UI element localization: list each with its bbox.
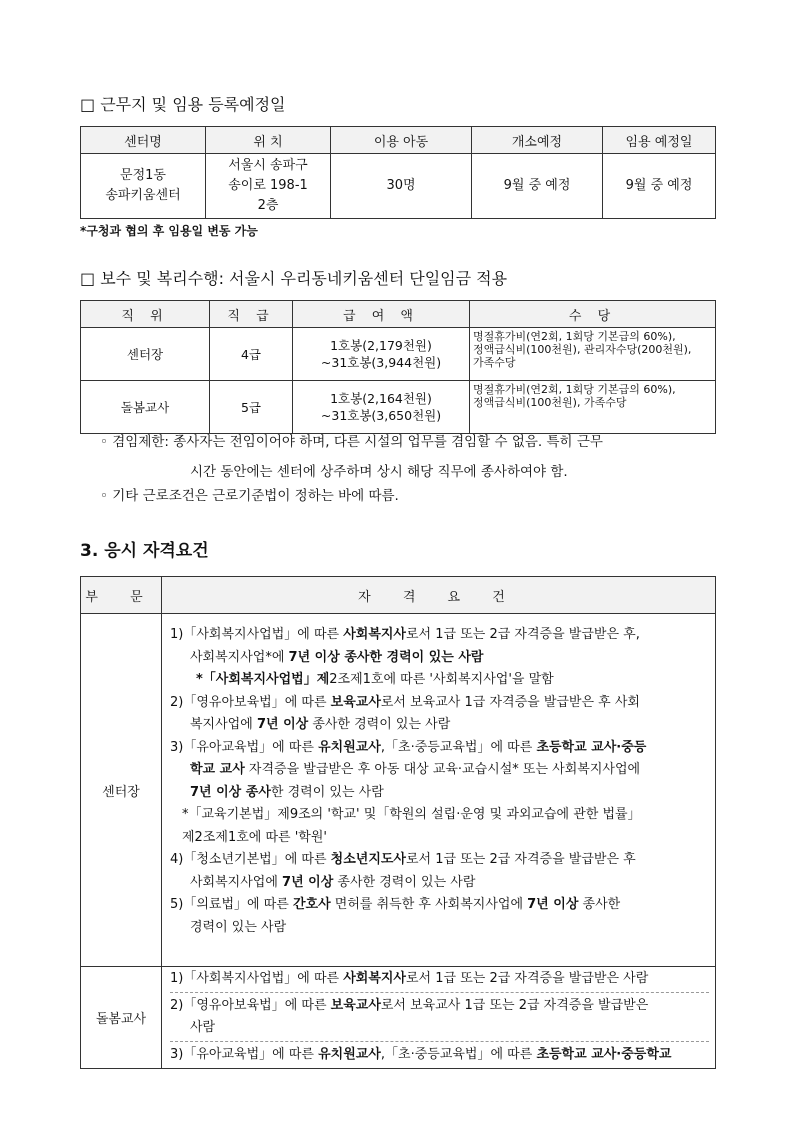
section1-title: □ 근무지 및 임용 등록예정일 [80,95,286,114]
bullet-concurrent-limit: ◦ 겸임제한: 종사자는 전임이어야 하며, 다른 시설의 업무를 겸임할 수 없음. 특히 근무 [100,434,603,450]
section3-title: 3. 응시 자격요건 [80,541,209,561]
pay-line: ~31호봉(3,650천원) [320,408,442,423]
workplace-table [80,126,716,219]
allowance-line: 정액급식비(100천원), 가족수당 [473,396,627,409]
col-header: 부 문 [81,577,162,614]
col-header: 직 급 [210,301,293,328]
req-note: *「교육기본법」제9조의 '학교' 및「학원의 설립·운영 및 과외교습에 관한 법률」 제2조제1호에 따른 '학원' [182,807,641,845]
col-header: 급 여 액 [293,301,470,328]
allowance-line: 정액급식비(100천원), 관리자수당(200천원), [473,343,692,356]
req-item: 2)「영유아보육법」에 따른 보육교사로서 보육교사 1급 자격증을 발급받은 후 사회 복지사업에 7년 이상 종사한 경력이 있는 사람 [170,694,640,732]
pay-line: 1호봉(2,179천원) [330,338,432,353]
allowance-cell [470,328,716,381]
col-header: 이용 아동 [331,127,472,154]
opening-cell: 9월 중 예정 [472,154,603,219]
pay-cell [293,328,470,381]
center-name-line: 문정1동 [120,168,166,183]
grade-cell: 5급 [210,381,293,434]
table-row [81,614,716,967]
director-requirements [162,614,716,967]
pay-line: 1호봉(2,164천원) [330,391,432,406]
location-cell [206,154,331,219]
req-item: 2)「영유아보육법」에 따른 보육교사로서 보육교사 1급 또는 2급 자격증을 발급받은 사람 [170,998,649,1035]
section2-title: □ 보수 및 복리수행: 서울시 우리동네키움센터 단일임금 적용 [80,269,508,288]
position-cell: 센터장 [81,328,210,381]
req-item: 4)「청소년기본법」에 따른 청소년지도사로서 1급 또는 2급 자격증을 발급받은 후 사회복지사업에 7년 이상 종사한 경력이 있는 사람 [170,852,636,890]
location-line: 송이로 198-1 [228,178,308,193]
col-header: 직 위 [81,301,210,328]
table-row [81,154,716,219]
teacher-label: 돌봄교사 [81,967,162,1069]
location-line: 2층 [257,198,279,213]
table-row [81,328,716,381]
children-cell: 30명 [331,154,472,219]
center-name-line: 송파키움센터 [105,188,181,203]
qualification-table [80,576,716,1069]
req-item: 1)「사회복지사업법」에 따른 사회복지사로서 1급 또는 2급 자격증을 발급받은 사람 [170,971,649,986]
salary-table [80,300,716,434]
col-header: 임용 예정일 [603,127,716,154]
teacher-requirements [162,967,716,1069]
bullet-other-conditions: ◦ 기타 근로조건은 근로기준법이 정하는 바에 따름. [100,488,399,504]
allowance-cell [470,381,716,434]
center-name-cell [81,154,206,219]
allowance-line: 명절휴가비(연2회, 1회당 기본급의 60%), [473,383,676,396]
allowance-line: 명절휴가비(연2회, 1회당 기본급의 60%), [473,330,676,343]
appointment-note: *구청과 협의 후 임용일 변동 가능 [80,224,258,238]
req-item: 5)「의료법」에 따른 간호사 면허를 취득한 후 사회복지사업에 7년 이상 종사한 경력이 있는 사람 [170,897,621,935]
bullet-concurrent-limit-cont: 시간 동안에는 센터에 상주하며 상시 해당 직무에 종사하여야 함. [190,464,568,480]
pay-cell [293,381,470,434]
col-header: 위 치 [206,127,331,154]
director-label: 센터장 [81,614,162,967]
col-header: 자 격 요 건 [162,577,716,614]
allowance-line: 가족수당 [473,356,516,369]
pay-line: ~31호봉(3,944천원) [320,355,442,370]
table-row [81,967,716,1069]
req-item: 1)「사회복지사업법」에 따른 사회복지사로서 1급 또는 2급 자격증을 발급받은 후, 사회복지사업*에 7년 이상 종사한 경력이 있는 사람 [170,627,640,665]
position-cell: 돌봄교사 [81,381,210,434]
col-header: 센터명 [81,127,206,154]
table-row [81,381,716,434]
req-item: 3)「유아교육법」에 따른 유치원교사,「초·중등교육법」에 따른 초등학교 교사·중등학교 [170,1047,672,1062]
grade-cell: 4급 [210,328,293,381]
appointment-cell: 9월 중 예정 [603,154,716,219]
req-note: *「사회복지사업법」제2조제1호에 따른 '사회복지사업'을 말함 [196,672,554,687]
col-header: 수 당 [470,301,716,328]
location-line: 서울시 송파구 [228,158,308,173]
col-header: 개소예정 [472,127,603,154]
req-item: 3)「유아교육법」에 따른 유치원교사,「초·중등교육법」에 따른 초등학교 교사·중등 학교 교사 자격증을 발급받은 후 아동 대상 교육·교습시설* 또는 사회복지사업에 7년 이상 종사한 경력이 있는 사람 [170,739,647,800]
